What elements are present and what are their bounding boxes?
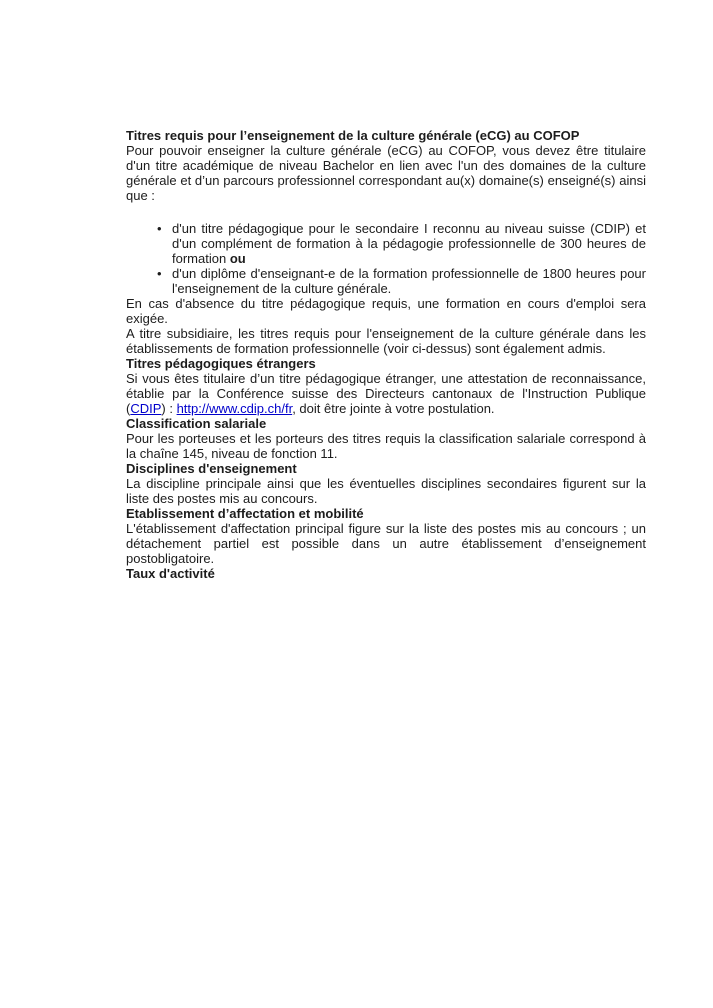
paragraph-titres-etrangers [126,371,646,416]
cdip-link[interactable]: CDIP [130,401,162,416]
paragraph-titre-subsidiaire: A titre subsidiaire, les titres requis pour l'enseignement de la culture générale dans les établissements de formation professionnelle (voir ci-dessus) sont également admis. [126,326,646,356]
paragraph-absence-titre: En cas d'absence du titre pédagogique requis, une formation en cours d'emploi sera exigée. [126,296,646,326]
doc-title: Titres requis pour l’enseignement de la culture générale (eCG) au COFOP [126,128,580,143]
heading-etablissement-affectation: Etablissement d’affectation et mobilité [126,506,364,521]
requirements-list [126,221,646,296]
cdip-url-link[interactable]: http://www.cdip.ch/fr [176,401,293,416]
heading-classification-salariale: Classification salariale [126,416,267,431]
list-item [172,266,646,296]
heading-titres-etrangers: Titres pédagogiques étrangers [126,356,316,371]
paragraph-segment: Si vous êtes titulaire d’un titre pédagogique étranger, une attestation de reconnaissance, établie par la Conférence suisse des Directeurs cantonaux de l'Instruction Publique ( [126,371,646,416]
heading-disciplines-enseignement: Disciplines d'enseignement [126,461,297,476]
list-item-text: d'un titre pédagogique pour le secondaire I reconnu au niveau suisse (CDIP) et d'un complément de formation à la pédagogie professionnelle de 300 heures de formation [172,221,646,266]
paragraph-disciplines-enseignement: La discipline principale ainsi que les éventuelles disciplines secondaires figurent sur la liste des postes mis au concours. [126,476,646,506]
intro-paragraph: Pour pouvoir enseigner la culture générale (eCG) au COFOP, vous devez être titulaire d'un titre académique de niveau Bachelor en lien avec l'un des domaines de la culture générale et d’un parcours professionnel correspondant au(x) domaine(s) enseigné(s) ainsi que : [126,143,646,203]
paragraph-segment: , doit être jointe à votre postulation. [292,401,495,416]
list-item-text: d'un diplôme d'enseignant-e de la formation professionnelle de 1800 heures pour l'enseignement de la culture générale. [172,266,646,296]
heading-taux-activite: Taux d'activité [126,566,215,581]
list-item [172,221,646,266]
paragraph-segment: ) : [161,401,177,416]
paragraph-classification-salariale: Pour les porteuses et les porteurs des titres requis la classification salariale correspond à la chaîne 145, niveau de fonction 11. [126,431,646,461]
paragraph-etablissement-affectation: L'établissement d'affectation principal figure sur la liste des postes mis au concours ; un détachement partiel est possible dans un autre établissement d’enseignement postobligatoire. [126,521,646,566]
list-item-bold-suffix: ou [229,251,246,266]
